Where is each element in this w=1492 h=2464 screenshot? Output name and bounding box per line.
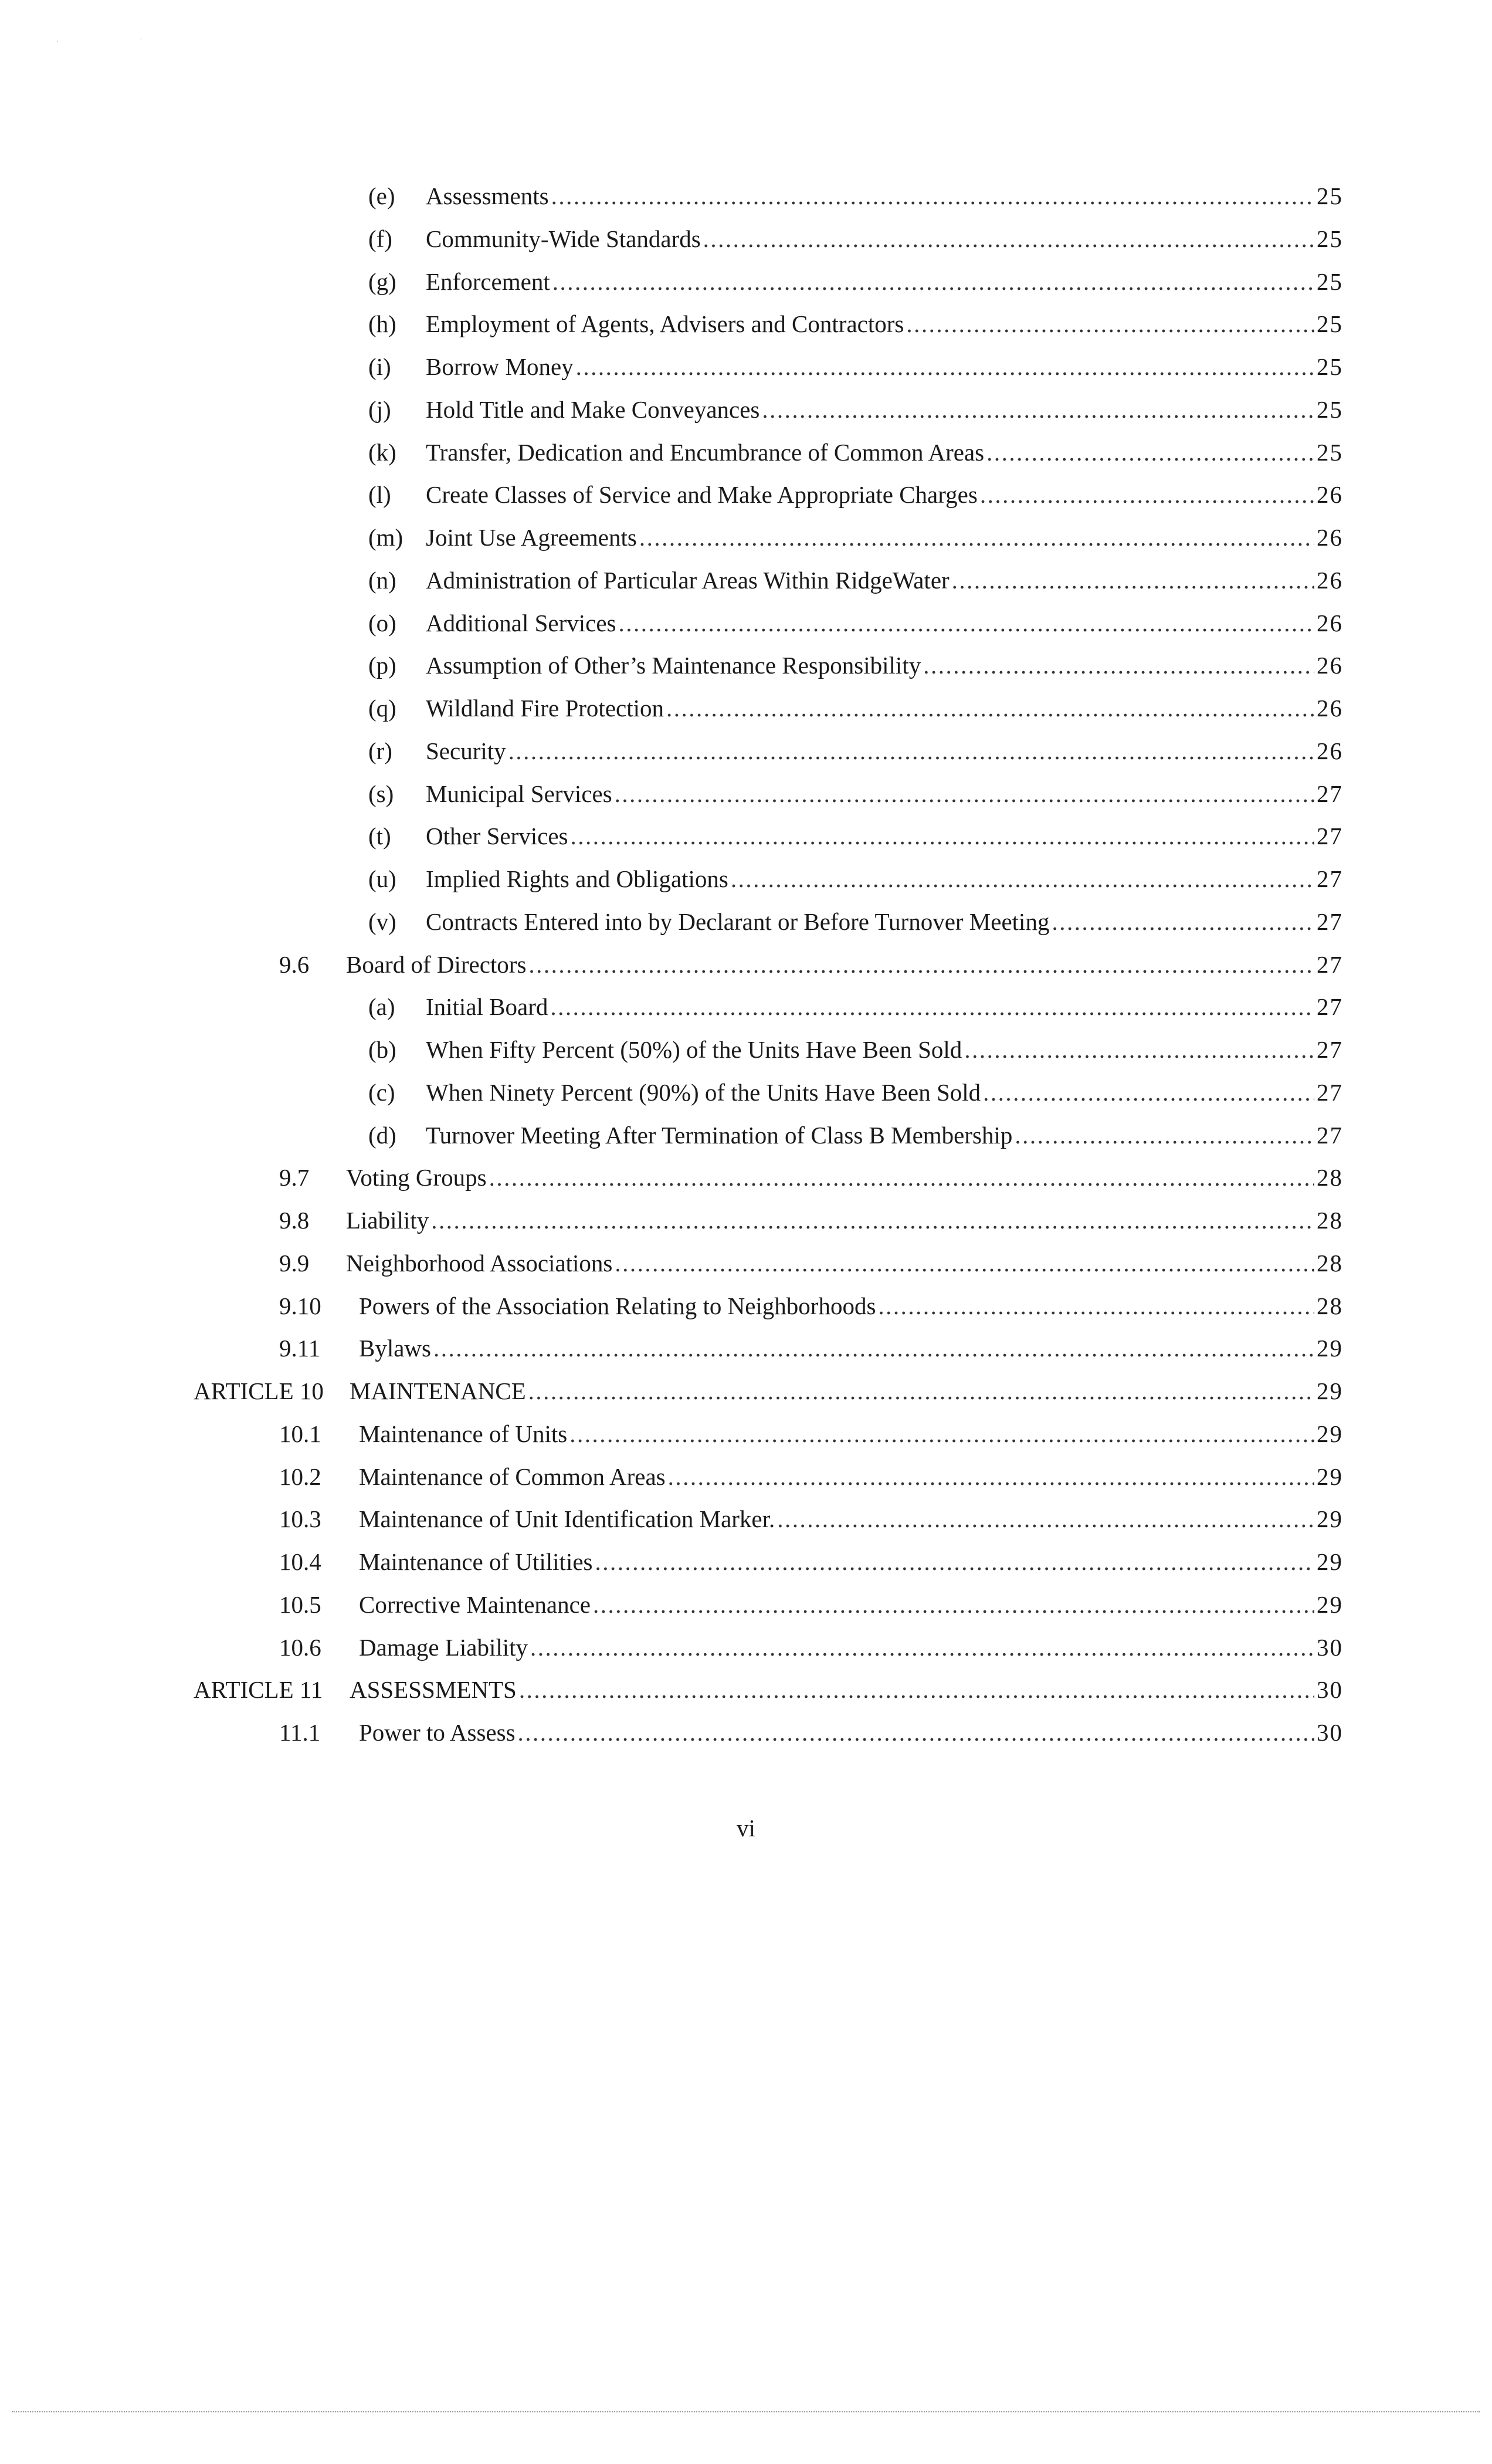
toc-entry-line [426,559,1343,602]
toc-entry-title: Damage Liability [359,1633,528,1661]
toc-entry [0,644,1492,687]
toc-entry [0,1626,1492,1669]
toc-entry-line [359,1327,1343,1370]
toc-entry-title: Hold Title and Make Conveyances [426,395,760,423]
toc-entry-page: 25 [1317,395,1343,423]
toc-entry-line [359,1541,1343,1583]
dot-leader [595,1541,1315,1583]
toc-entry [0,858,1492,901]
toc-entry-page: 26 [1317,652,1343,679]
toc-entry-title: Turnover Meeting After Termination of Class B Membership [426,1121,1013,1149]
toc-entry-page: 25 [1317,268,1343,295]
dot-leader [923,644,1314,687]
dot-leader [1052,901,1314,943]
toc-entry-title: Security [426,737,506,764]
toc-entry-page: 30 [1317,1676,1343,1704]
dot-leader [762,388,1314,431]
dot-leader [571,815,1315,858]
toc-entry-page: 27 [1317,1036,1343,1063]
toc-entry-line [426,858,1343,901]
toc-entry-number: (d) [368,1121,396,1149]
dot-leader [878,1285,1314,1328]
toc-entry-page: 29 [1317,1335,1343,1362]
toc-entry-page: 25 [1317,310,1343,338]
dot-leader [551,175,1314,218]
toc-entry-line [426,602,1343,645]
dot-leader [666,687,1314,730]
toc-entry-title: When Ninety Percent (90%) of the Units Have Been Sold [426,1078,981,1106]
toc-entry-number: 9.11 [279,1335,321,1362]
dot-leader [431,1199,1314,1242]
toc-entry-page: 29 [1317,1420,1343,1447]
toc-entry-number: 11.1 [279,1719,321,1746]
dot-leader [528,1370,1314,1413]
toc-entry-number: (m) [368,524,403,551]
toc-entry-number: (p) [368,652,396,679]
toc-entry [0,1413,1492,1456]
toc-entry-number: (c) [368,1078,395,1106]
dot-leader [668,1456,1314,1498]
toc-entry-number: (b) [368,1036,396,1063]
toc-entry [0,602,1492,645]
dot-leader [731,858,1314,901]
toc-entry-page: 27 [1317,1078,1343,1106]
toc-entry-line [426,218,1343,260]
toc-entry-line [359,1711,1343,1754]
table-of-contents [0,175,1492,1754]
scan-speck: · [140,35,143,44]
toc-entry-number: 10.6 [279,1633,321,1661]
toc-entry-title: Municipal Services [426,780,612,807]
toc-entry [0,730,1492,773]
toc-entry [0,473,1492,516]
dot-leader [528,943,1314,986]
toc-entry-page: 27 [1317,823,1343,850]
toc-entry-line [426,644,1343,687]
toc-entry-title: Joint Use Agreements [426,524,637,551]
toc-entry-title: Maintenance of Units [359,1420,568,1447]
dot-leader [906,303,1314,346]
dot-leader [777,1498,1314,1541]
toc-entry-page: 30 [1317,1719,1343,1746]
toc-entry-line [346,943,1343,986]
toc-entry [0,1456,1492,1498]
toc-entry [0,260,1492,303]
toc-entry-line [426,388,1343,431]
dot-leader [550,986,1314,1028]
toc-entry-line [359,1413,1343,1456]
dot-leader [983,1071,1314,1114]
toc-entry-line [346,1242,1343,1285]
toc-entry-page: 29 [1317,1505,1343,1533]
toc-entry-page: 25 [1317,438,1343,466]
toc-entry-title: Maintenance of Unit Identification Marker. [359,1505,775,1533]
toc-entry-title: Assessments [426,182,549,209]
toc-entry-number: 10.1 [279,1420,321,1447]
toc-entry-page: 27 [1317,1121,1343,1149]
dot-leader [952,559,1314,602]
scan-speck: · [56,38,59,46]
toc-entry-title: Assumption of Other’s Maintenance Responsibility [426,652,921,679]
toc-entry-line [426,815,1343,858]
toc-entry-number: (s) [368,780,394,807]
dot-leader [518,1711,1314,1754]
toc-entry-line [426,346,1343,388]
toc-entry-line [350,1668,1343,1711]
toc-entry-page: 27 [1317,950,1343,978]
toc-entry-number: 10.5 [279,1590,321,1618]
toc-entry-page: 29 [1317,1377,1343,1404]
toc-entry-title: Initial Board [426,993,548,1021]
toc-entry-page: 28 [1317,1164,1343,1192]
dot-leader [489,1156,1314,1199]
dot-leader [593,1583,1314,1626]
dot-leader [552,260,1314,303]
toc-entry-title: Enforcement [426,268,550,295]
toc-entry-title: Community-Wide Standards [426,225,701,252]
toc-entry [0,687,1492,730]
scan-edge-line [12,2411,1480,2412]
toc-entry-page: 26 [1317,524,1343,551]
dot-leader [986,431,1314,474]
toc-entry-page: 29 [1317,1463,1343,1490]
toc-entry-number: 9.8 [279,1207,310,1234]
toc-entry-title: Implied Rights and Obligations [426,865,728,892]
dot-leader [508,730,1314,773]
dot-leader [703,218,1314,260]
toc-entry-line [426,773,1343,815]
toc-entry-title: Maintenance of Common Areas [359,1463,666,1490]
toc-entry-page: 26 [1317,609,1343,637]
toc-entry-line [359,1285,1343,1328]
toc-entry-title: Power to Assess [359,1719,516,1746]
toc-entry [0,1199,1492,1242]
toc-entry-title: Bylaws [359,1335,431,1362]
toc-entry-line [426,986,1343,1028]
toc-entry [0,175,1492,218]
toc-entry-page: 28 [1317,1207,1343,1234]
toc-entry-title: Administration of Particular Areas Within RidgeWater [426,566,950,594]
toc-entry-page: 27 [1317,908,1343,935]
toc-entry-number: (k) [368,438,396,466]
toc-entry-number: (t) [368,823,391,850]
toc-entry [0,1071,1492,1114]
toc-entry-line [359,1583,1343,1626]
toc-entry [0,218,1492,260]
toc-entry-line [359,1456,1343,1498]
toc-entry [0,986,1492,1028]
toc-entry-page: 25 [1317,353,1343,380]
toc-entry-line [426,1071,1343,1114]
toc-entry-line [426,730,1343,773]
toc-entry-number: 9.6 [279,950,310,978]
dot-leader [519,1668,1314,1711]
toc-entry-title: Wildland Fire Protection [426,695,664,722]
toc-entry [0,1498,1492,1541]
toc-entry-line [346,1199,1343,1242]
toc-entry-number: ARTICLE 10 [194,1377,324,1404]
toc-entry-number: (r) [368,737,392,764]
toc-entry-line [426,1028,1343,1071]
toc-entry-number: ARTICLE 11 [194,1676,323,1704]
toc-entry-title: Powers of the Association Relating to Neighborhoods [359,1292,876,1319]
toc-entry [0,1114,1492,1157]
toc-entry-number: (h) [368,310,396,338]
toc-entry-title: Maintenance of Utilities [359,1548,593,1575]
toc-entry-line [350,1370,1343,1413]
toc-entry-page: 27 [1317,993,1343,1021]
toc-entry-title: Neighborhood Associations [346,1249,613,1277]
toc-entry-page: 26 [1317,481,1343,509]
toc-entry-number: 10.3 [279,1505,321,1533]
toc-entry-line [426,901,1343,943]
dot-leader [980,473,1314,516]
toc-entry [0,943,1492,986]
toc-entry-line [426,303,1343,346]
toc-entry-title: Borrow Money [426,353,574,380]
toc-entry-title: Additional Services [426,609,616,637]
toc-entry [0,1711,1492,1754]
dot-leader [615,773,1314,815]
toc-entry-page: 28 [1317,1249,1343,1277]
toc-entry-title: Contracts Entered into by Declarant or Before Turnover Meeting [426,908,1050,935]
dot-leader [615,1242,1314,1285]
toc-entry-title: Liability [346,1207,429,1234]
toc-entry-page: 30 [1317,1633,1343,1661]
toc-entry-title: Corrective Maintenance [359,1590,591,1618]
toc-entry-title: ASSESSMENTS [350,1676,517,1704]
toc-entry-line [426,473,1343,516]
toc-entry-title: Create Classes of Service and Make Appropriate Charges [426,481,978,509]
toc-entry-title: Other Services [426,823,568,850]
dot-leader [964,1028,1314,1071]
toc-entry-title: Voting Groups [346,1164,487,1192]
toc-entry [0,303,1492,346]
toc-entry-number: 10.2 [279,1463,321,1490]
toc-entry [0,1668,1492,1711]
toc-entry-page: 25 [1317,225,1343,252]
toc-entry-page: 26 [1317,695,1343,722]
toc-entry-page: 27 [1317,865,1343,892]
toc-entry-line [426,516,1343,559]
toc-entry-line [346,1156,1343,1199]
toc-entry-page: 29 [1317,1590,1343,1618]
toc-entry [0,1541,1492,1583]
toc-entry-number: (f) [368,225,392,252]
toc-entry-page: 28 [1317,1292,1343,1319]
toc-entry-number: 9.10 [279,1292,321,1319]
toc-entry-title: When Fifty Percent (50%) of the Units Have Been Sold [426,1036,962,1063]
toc-entry-title: Employment of Agents, Advisers and Contractors [426,310,904,338]
toc-entry [0,1028,1492,1071]
toc-entry-number: (n) [368,566,396,594]
toc-entry [0,1370,1492,1413]
dot-leader [619,602,1314,645]
toc-entry-line [359,1498,1343,1541]
toc-entry-title: MAINTENANCE [350,1377,526,1404]
toc-entry [0,1156,1492,1199]
dot-leader [433,1327,1314,1370]
toc-entry [0,431,1492,474]
toc-entry [0,901,1492,943]
toc-entry-number: (j) [368,395,391,423]
toc-entry [0,516,1492,559]
toc-entry-page: 25 [1317,182,1343,209]
toc-entry [0,1242,1492,1285]
toc-entry-number: (q) [368,695,396,722]
dot-leader [569,1413,1314,1456]
toc-entry [0,815,1492,858]
toc-entry-line [426,260,1343,303]
toc-entry [0,1327,1492,1370]
toc-entry-title: Board of Directors [346,950,527,978]
toc-entry-title: Transfer, Dedication and Encumbrance of Common Areas [426,438,985,466]
toc-entry [0,346,1492,388]
toc-entry [0,1583,1492,1626]
toc-entry-number: (l) [368,481,391,509]
toc-entry-number: (u) [368,865,396,892]
toc-entry-line [426,431,1343,474]
toc-entry [0,388,1492,431]
toc-entry-number: 10.4 [279,1548,321,1575]
toc-entry-number: (g) [368,268,396,295]
toc-entry [0,773,1492,815]
toc-entry-line [426,1114,1343,1157]
toc-entry-number: (e) [368,182,395,209]
toc-entry-page: 29 [1317,1548,1343,1575]
toc-entry-number: (o) [368,609,396,637]
toc-entry-number: (a) [368,993,395,1021]
toc-entry [0,559,1492,602]
dot-leader [530,1626,1314,1669]
toc-entry-number: (v) [368,908,396,935]
toc-entry-line [426,687,1343,730]
toc-entry-number: 9.7 [279,1164,310,1192]
toc-entry-page: 26 [1317,737,1343,764]
dot-leader [576,346,1314,388]
toc-entry-line [426,175,1343,218]
toc-entry-number: (i) [368,353,391,380]
dot-leader [639,516,1314,559]
toc-entry-line [359,1626,1343,1669]
toc-entry [0,1285,1492,1328]
toc-entry-page: 27 [1317,780,1343,807]
toc-entry-number: 9.9 [279,1249,310,1277]
dot-leader [1015,1114,1314,1157]
toc-entry-page: 26 [1317,566,1343,594]
page-number: vi [737,1815,755,1842]
